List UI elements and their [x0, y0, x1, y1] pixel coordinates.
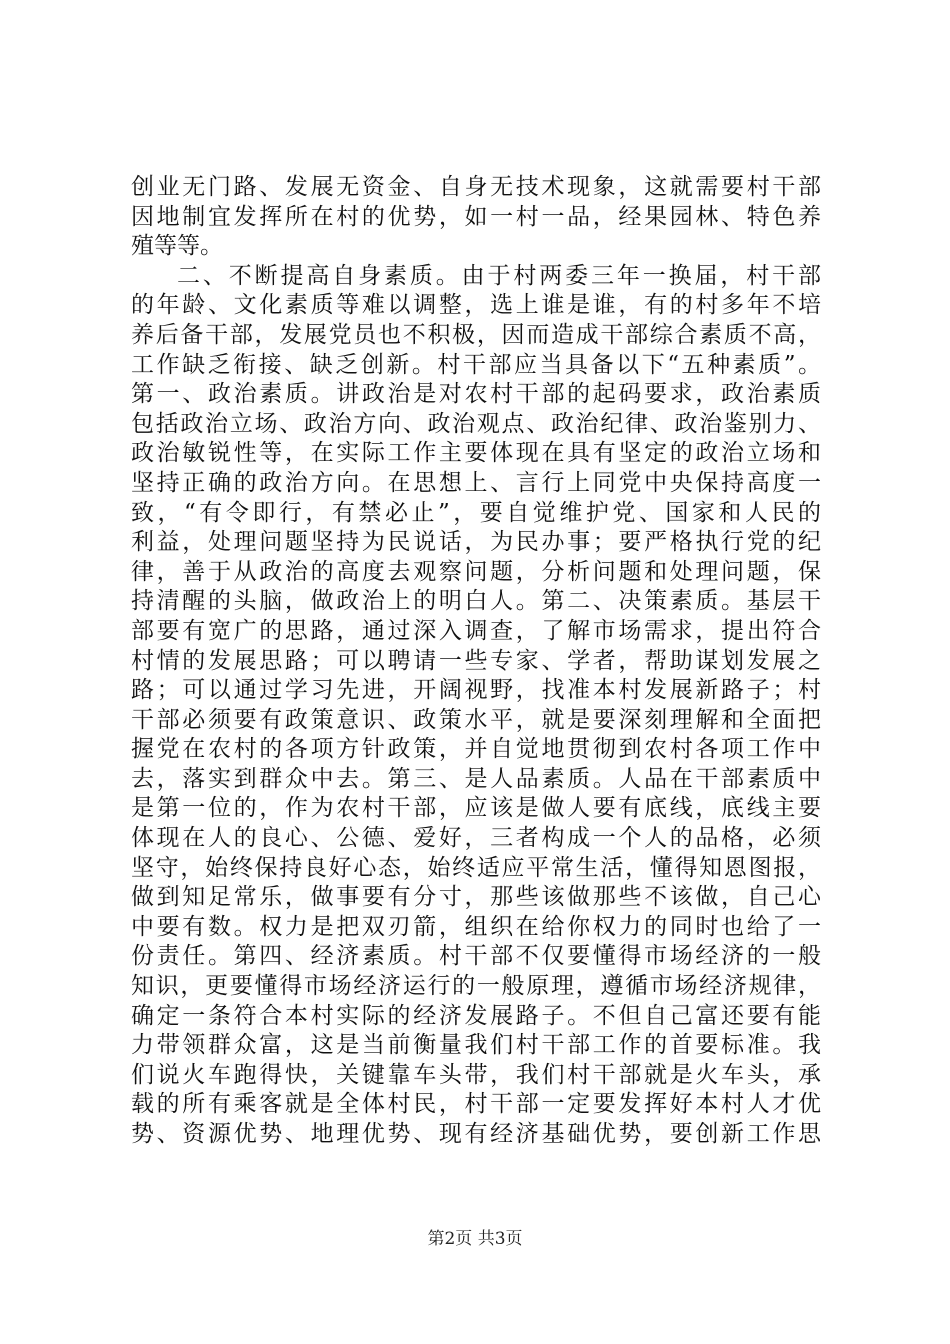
text-line: 因地制宜发挥所在村的优势，如一村一品，经果园林、特色养 [131, 203, 821, 230]
text-line: 们说火车跑得快，关键靠车头带，我们村干部就是火车头，承 [131, 1061, 821, 1088]
text-line: 坚守，始终保持良好心态，始终适应平常生活，懂得知恩图报， [131, 854, 821, 881]
text-line: 势、资源优势、地理优势、现有经济基础优势，要创新工作思 [131, 1121, 821, 1147]
text-line: 包括政治立场、政治方向、政治观点、政治纪律、政治鉴别力、 [131, 410, 821, 437]
page-number: 第2页 共3页 [427, 1229, 523, 1249]
text-line: 知识，更要懂得市场经济运行的一般原理，遵循市场经济规律， [131, 973, 821, 1000]
text-line: 养后备干部，发展党员也不积极，因而造成干部综合素质不高， [131, 321, 821, 348]
text-line: 中要有数。权力是把双刃箭，组织在给你权力的同时也给了一 [131, 913, 821, 940]
text-line: 干部必须要有政策意识、政策水平，就是要深刻理解和全面把 [131, 706, 821, 733]
text-line: 路；可以通过学习先进，开阔视野，找准本村发展新路子；村 [131, 677, 821, 704]
text-line: 握党在农村的各项方针政策，并自觉地贯彻到农村各项工作中 [131, 736, 821, 763]
text-line: 坚持正确的政治方向。在思想上、言行上同党中央保持高度一 [131, 469, 821, 496]
text-line: 政治敏锐性等，在实际工作主要体现在具有坚定的政治立场和 [131, 440, 821, 467]
text-line: 部要有宽广的思路，通过深入调查，了解市场需求，提出符合 [131, 617, 821, 644]
text-line: 利益，处理问题坚持为民说话，为民办事；要严格执行党的纪 [131, 529, 821, 556]
text-line: 创业无门路、发展无资金、自身无技术现象，这就需要村干部 [131, 174, 821, 200]
text-line: 份责任。第四、经济素质。村干部不仅要懂得市场经济的一般 [131, 943, 821, 970]
body-text [131, 173, 821, 1150]
text-line: 殖等等。 [131, 233, 223, 260]
text-line: 做到知足常乐，做事要有分寸，那些该做那些不该做，自己心 [131, 884, 821, 911]
text-line: 力带领群众富，这是当前衡量我们村干部工作的首要标准。我 [131, 1032, 821, 1059]
text-line: 体现在人的良心、公德、爱好，三者构成一个人的品格，必须 [131, 825, 821, 852]
page-footer [0, 1224, 950, 1249]
text-line: 律，善于从政治的高度去观察问题，分析问题和处理问题，保 [131, 558, 821, 585]
text-line: 第一、政治素质。讲政治是对农村干部的起码要求，政治素质 [131, 381, 821, 408]
text-line: 的年龄、文化素质等难以调整，选上谁是谁，有的村多年不培 [131, 292, 821, 319]
text-line: 是第一位的，作为农村干部，应该是做人要有底线，底线主要 [131, 795, 821, 822]
text-line: 村情的发展思路；可以聘请一些专家、学者，帮助谋划发展之 [131, 647, 821, 674]
text-line: 载的所有乘客就是全体村民，村干部一定要发挥好本村人才优 [131, 1091, 821, 1118]
text-line: 去，落实到群众中去。第三、是人品素质。人品在干部素质中 [131, 765, 821, 792]
text-line: 致，“有令即行，有禁必止”，要自觉维护党、国家和人民的 [131, 499, 821, 526]
text-line: 确定一条符合本村实际的经济发展路子。不但自己富还要有能 [131, 1002, 821, 1029]
text-line: 持清醒的头脑，做政治上的明白人。第二、决策素质。基层干 [131, 588, 821, 615]
paragraph-start-line: 二、不断提高自身素质。由于村两委三年一换届，村干部 [177, 262, 821, 289]
text-line: 工作缺乏衔接、缺乏创新。村干部应当具备以下“五种素质”。 [131, 351, 821, 378]
